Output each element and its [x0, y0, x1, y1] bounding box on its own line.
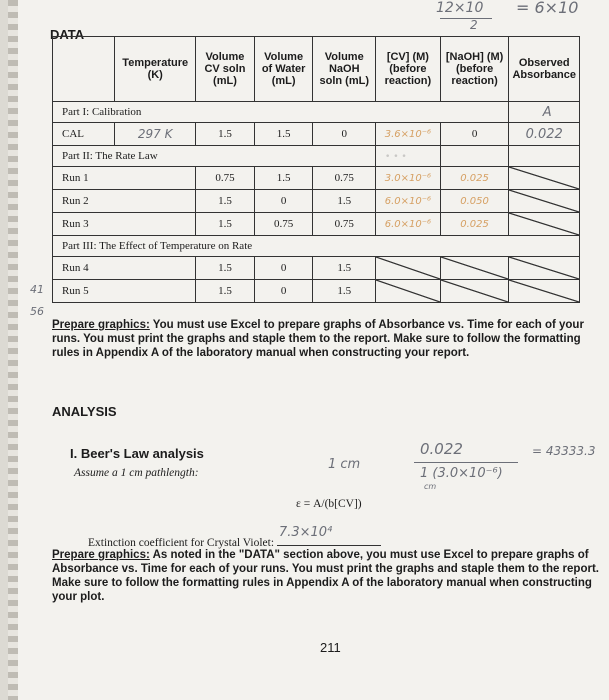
- cell-water: 0.75: [254, 213, 313, 236]
- handwritten-margin-run4: 41: [30, 283, 44, 296]
- cell-naoh: 1.5: [313, 280, 376, 303]
- cell-water: 0: [254, 190, 313, 213]
- table-header-row: [53, 37, 580, 102]
- table-row-run1: [53, 167, 580, 190]
- table-row-run3: [53, 213, 580, 236]
- crossed-out-cell: [509, 190, 580, 213]
- instructions2-paragraph: [52, 548, 609, 604]
- instructions2-text: As noted in the "DATA" section above, you must use Excel to prepare graphs of Absorbance vs. Time for each of your runs. You must print the graphs and staple them to the report. Make sure to follow the formatting rules in Appendix A of the laboratory manual when constructing your plot.: [52, 549, 599, 603]
- crossed-out-cell: [376, 257, 441, 280]
- part3-label: Part III: The Effect of Temperature on Rate: [53, 236, 580, 257]
- handwritten-top-divisor: 2: [470, 18, 478, 32]
- cell-cv: 0.75: [196, 167, 255, 190]
- crossed-out-cell: [440, 280, 509, 303]
- handwritten-pathlength: 1 cm: [328, 457, 361, 472]
- header-naoh-volume: Volume NaOH soln (mL): [313, 37, 376, 102]
- beer-law-heading: I. Beer's Law analysis: [70, 446, 204, 461]
- cell-water: 0: [254, 280, 313, 303]
- data-section-title: DATA: [50, 27, 85, 42]
- section-row-part3: [53, 236, 580, 257]
- instructions-lead: Prepare graphics:: [52, 319, 150, 331]
- header-temperature: Temperature (K): [115, 37, 196, 102]
- header-cv-conc: [CV] (M) (before reaction): [376, 37, 441, 102]
- analysis-title: ANALYSIS: [52, 404, 117, 419]
- cell-water: 1.5: [254, 167, 313, 190]
- crossed-out-cell: [509, 213, 580, 236]
- handwritten-cv-conc: 3.0×10⁻⁶: [384, 173, 432, 184]
- handwritten-dots: • • •: [385, 152, 407, 162]
- page-number: 211: [320, 640, 341, 655]
- crossed-out-cell: [440, 257, 509, 280]
- cell-naoh: 0.75: [313, 167, 376, 190]
- handwritten-cv-conc: 3.6×10⁻⁶: [384, 129, 432, 140]
- cell-naoh: 0.75: [313, 213, 376, 236]
- table-row-run4: [53, 257, 580, 280]
- row-label: Run 5: [53, 280, 196, 303]
- cell-water: 1.5: [254, 123, 313, 146]
- table-row-cal: [53, 123, 580, 146]
- spiral-binding: [8, 0, 18, 700]
- row-label: Run 4: [53, 257, 196, 280]
- crossed-out-cell: [509, 280, 580, 303]
- handwritten-top-calc: 12×10: [436, 0, 484, 16]
- header-water-volume: Volume of Water (mL): [254, 37, 313, 102]
- handwritten-naoh-conc: 0.050: [460, 196, 489, 207]
- data-table: [52, 36, 580, 303]
- ext-label: Extinction coefficient for Crystal Violet:: [88, 537, 275, 549]
- part2-label: Part II: The Rate Law: [53, 146, 376, 167]
- handwritten-margin-run5: 56: [30, 305, 44, 318]
- handwritten-ext-value: 7.3×10⁴: [278, 525, 333, 540]
- handwritten-cv-conc: 6.0×10⁻⁶: [384, 196, 432, 207]
- cell-cv: 1.5: [196, 213, 255, 236]
- table-row-run5: [53, 280, 580, 303]
- instructions-paragraph: [52, 318, 600, 360]
- section-row-part2: [53, 146, 580, 167]
- crossed-out-cell: [376, 280, 441, 303]
- handwritten-frac-bar: [440, 18, 492, 19]
- handwritten-frac-line: [414, 462, 518, 463]
- crossed-out-cell: [509, 167, 580, 190]
- section-row-part1: [53, 102, 580, 123]
- handwritten-naoh-conc: 0.025: [460, 219, 489, 230]
- header-absorbance: Observed Absorbance: [509, 37, 580, 102]
- cell-cv: 1.5: [196, 257, 255, 280]
- instructions-text: You must use Excel to prepare graphs of Absorbance vs. Time for each of your runs. You must print the graphs and staple them to the report. Make sure to follow the formatting rules in Appendix A of the laboratory manual when constructing your report.: [52, 319, 584, 359]
- header-blank: [53, 37, 115, 102]
- handwritten-top-result: = 6×10: [516, 0, 579, 17]
- handwritten-epsilon-result: = 43333.3: [532, 444, 596, 458]
- handwritten-abs-letter: A: [542, 104, 552, 120]
- row-label: CAL: [53, 123, 115, 146]
- row-label: Run 1: [53, 167, 196, 190]
- cell-cv: 1.5: [196, 280, 255, 303]
- epsilon-formula: ε = A/(b[CV]): [296, 498, 362, 510]
- handwritten-naoh-conc: 0.025: [460, 173, 489, 184]
- ext-answer-line: [277, 525, 381, 546]
- row-label: Run 3: [53, 213, 196, 236]
- document-page: [8, 0, 609, 700]
- crossed-out-cell: [509, 257, 580, 280]
- cell-naoh: 1.5: [313, 257, 376, 280]
- instructions2-lead: Prepare graphics:: [52, 549, 150, 561]
- extinction-coefficient: [88, 525, 381, 549]
- header-naoh-conc: [NaOH] (M) (before reaction): [440, 37, 509, 102]
- handwritten-cv-conc: 6.0×10⁻⁶: [384, 219, 432, 230]
- assume-pathlength: Assume a 1 cm pathlength:: [74, 467, 199, 479]
- handwritten-abs: 0.022: [525, 126, 563, 142]
- table-row-run2: [53, 190, 580, 213]
- cell-naoh: 0: [313, 123, 376, 146]
- cell-water: 0: [254, 257, 313, 280]
- handwritten-cm: cm: [424, 482, 437, 491]
- handwritten-frac-den: 1 (3.0×10⁻⁶): [420, 466, 503, 481]
- row-label: Run 2: [53, 190, 196, 213]
- cell-naoh-conc: 0: [440, 123, 509, 146]
- cell-cv: 1.5: [196, 190, 255, 213]
- handwritten-temp: 297 K: [137, 127, 173, 141]
- header-cv-volume: Volume CV soln (mL): [196, 37, 255, 102]
- cell-cv: 1.5: [196, 123, 255, 146]
- handwritten-frac-num: 0.022: [420, 440, 463, 458]
- cell-naoh: 1.5: [313, 190, 376, 213]
- part1-label: Part I: Calibration: [53, 102, 509, 123]
